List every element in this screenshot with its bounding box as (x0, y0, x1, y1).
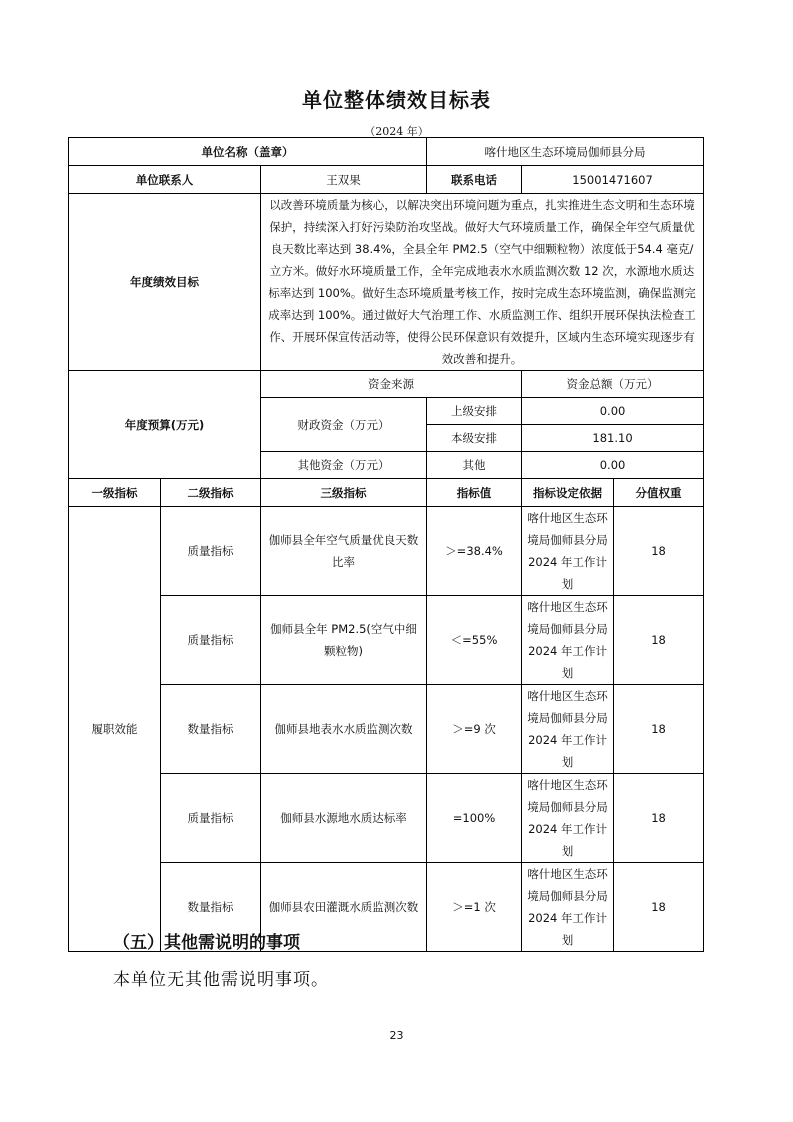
level2-indicator: 质量指标 (161, 774, 261, 863)
other-value: 0.00 (522, 452, 704, 479)
table-row (69, 685, 704, 774)
table-row (69, 507, 704, 596)
level2-indicator: 数量指标 (161, 863, 261, 952)
table-row (69, 596, 704, 685)
page-title: 单位整体绩效目标表 (302, 88, 491, 112)
indicator-weight: 18 (614, 596, 704, 685)
indicator-basis: 喀什地区生态环境局伽师县分局 2024 年工作计划 (522, 596, 614, 685)
other-funds-label: 其他资金（万元） (261, 452, 427, 479)
level2-indicator: 数量指标 (161, 685, 261, 774)
indicator-basis: 喀什地区生态环境局伽师县分局 2024 年工作计划 (522, 507, 614, 596)
level2-indicator: 质量指标 (161, 596, 261, 685)
level2-indicator: 质量指标 (161, 507, 261, 596)
upper-level-label: 上级安排 (427, 398, 522, 425)
phone-label: 联系电话 (427, 166, 522, 194)
fiscal-funds-label: 财政资金（万元） (261, 398, 427, 452)
goal-text: 以改善环境质量为核心，以解决突出环境问题为重点，扎实推进生态文明和生态环境保护，持续深入打好污染防治攻坚战。做好大气环境质量工作，确保全年空气质量优良天数比率达到 38.4%，全县全年 PM2.5（空气中细颗粒物）浓度低于54.4 毫克/立方米。做好水环境质量工作，全年完成地表水水质监测次数 12 次，水源地水质达标率达到 100%。做好生态环境质量考核工作，按时完成生态环境监测，确保监测完成率达到 100%。通过做好大气治理工作、水质监测工作、组织开展环保执法检查工作、开展环保宣传活动等，使得公民环保意识有效提升，区域内生态环境实现逐步有效改善和提升。 (261, 194, 704, 371)
page-number: 23 (389, 1029, 404, 1042)
header-value: 指标值 (427, 479, 522, 507)
header-weight: 分值权重 (614, 479, 704, 507)
budget-source-header: 资金来源 (261, 371, 522, 398)
other-label: 其他 (427, 452, 522, 479)
indicator-value: ＞=1 次 (427, 863, 522, 952)
unit-name-value: 喀什地区生态环境局伽师县分局 (427, 138, 704, 166)
header-level2: 二级指标 (161, 479, 261, 507)
level3-indicator: 伽师县全年 PM2.5(空气中细颗粒物) (261, 596, 427, 685)
budget-label: 年度预算(万元) (69, 371, 261, 479)
contact-value: 王双果 (261, 166, 427, 194)
indicator-value: ＞=9 次 (427, 685, 522, 774)
indicator-weight: 18 (614, 774, 704, 863)
performance-table (68, 137, 704, 952)
indicator-value: ＜=55% (427, 596, 522, 685)
level3-indicator: 伽师县地表水水质监测次数 (261, 685, 427, 774)
section-heading: （五）其他需说明的事项 (113, 933, 300, 953)
year-subtitle: （2024 年） (364, 125, 429, 138)
level1-indicator: 履职效能 (69, 507, 161, 952)
budget-total-header: 资金总额（万元） (522, 371, 704, 398)
header-level3: 三级指标 (261, 479, 427, 507)
header-level1: 一级指标 (69, 479, 161, 507)
indicator-basis: 喀什地区生态环境局伽师县分局 2024 年工作计划 (522, 774, 614, 863)
unit-name-label: 单位名称（盖章） (69, 138, 427, 166)
indicator-weight: 18 (614, 685, 704, 774)
indicator-basis: 喀什地区生态环境局伽师县分局 2024 年工作计划 (522, 685, 614, 774)
phone-value: 15001471607 (522, 166, 704, 194)
section-body: 本单位无其他需说明事项。 (113, 970, 329, 990)
upper-level-value: 0.00 (522, 398, 704, 425)
indicator-weight: 18 (614, 507, 704, 596)
goal-label: 年度绩效目标 (69, 194, 261, 371)
indicator-value: =100% (427, 774, 522, 863)
local-level-value: 181.10 (522, 425, 704, 452)
contact-label: 单位联系人 (69, 166, 261, 194)
indicator-basis: 喀什地区生态环境局伽师县分局 2024 年工作计划 (522, 863, 614, 952)
level3-indicator: 伽师县全年空气质量优良天数比率 (261, 507, 427, 596)
table-row (69, 774, 704, 863)
local-level-label: 本级安排 (427, 425, 522, 452)
indicator-value: ＞=38.4% (427, 507, 522, 596)
level3-indicator: 伽师县农田灌溉水质监测次数 (261, 863, 427, 952)
indicator-weight: 18 (614, 863, 704, 952)
level3-indicator: 伽师县水源地水质达标率 (261, 774, 427, 863)
header-basis: 指标设定依据 (522, 479, 614, 507)
